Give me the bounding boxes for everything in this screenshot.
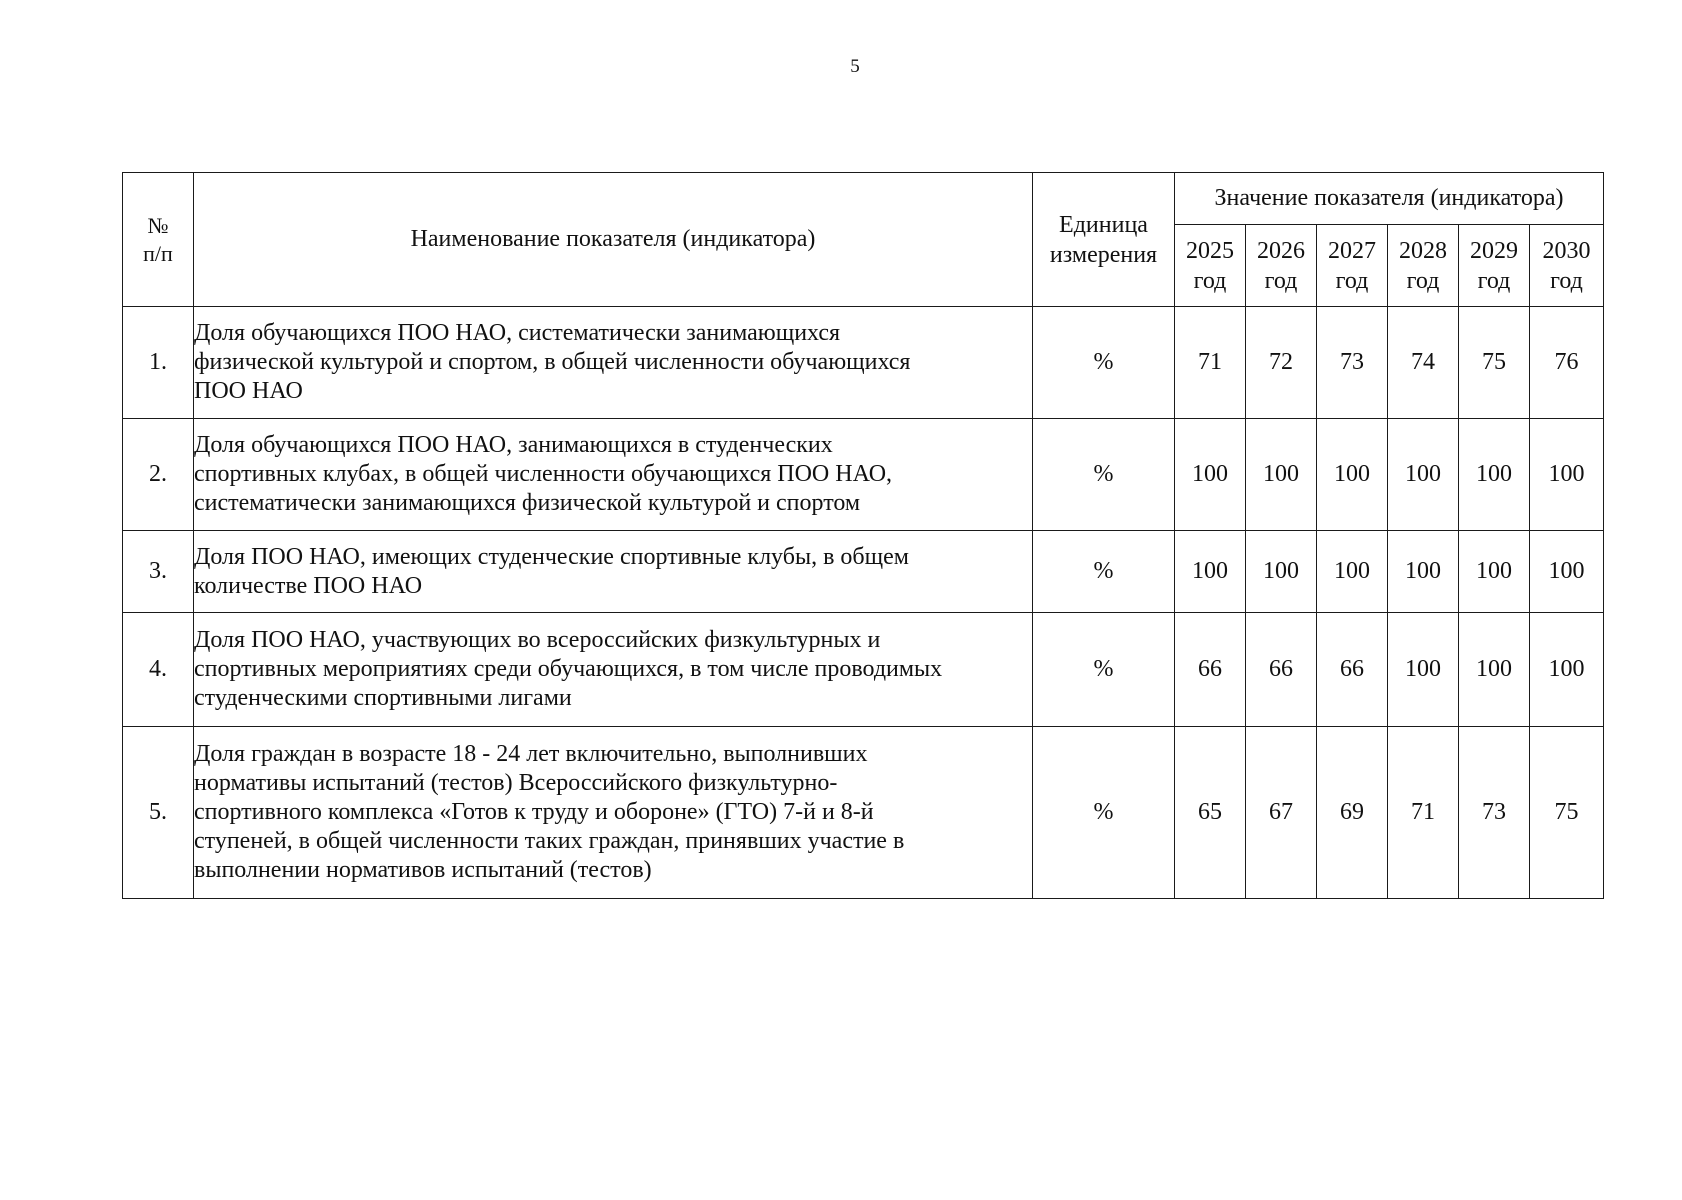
value-cell: 71: [1175, 307, 1246, 419]
header-year-number: 2027: [1328, 237, 1376, 264]
unit-cell: %: [1033, 307, 1175, 419]
value-cell: 100: [1175, 531, 1246, 613]
value-cell: 100: [1388, 531, 1459, 613]
row-number: 3.: [123, 531, 194, 613]
indicator-name: [194, 419, 1033, 531]
value-cell: 100: [1317, 531, 1388, 613]
indicators-table: [122, 172, 1604, 899]
indicator-name-line: физической культурой и спортом, в общей численности обучающихся: [194, 349, 911, 375]
header-year-suffix: год: [1477, 267, 1511, 294]
header-number-symbol: №: [147, 212, 169, 238]
row-number: 1.: [123, 307, 194, 419]
value-cell: 66: [1246, 613, 1317, 727]
table-header-row: [123, 173, 1604, 225]
page-number: 5: [850, 56, 860, 77]
table-row: [123, 307, 1604, 419]
value-cell: 69: [1317, 727, 1388, 899]
header-year-number: 2028: [1399, 237, 1447, 264]
table-row: [123, 531, 1604, 613]
table-row: [123, 727, 1604, 899]
indicator-name-line: спортивного комплекса «Готов к труду и обороне» (ГТО) 7-й и 8-й: [194, 799, 874, 825]
indicator-name-line: количестве ПОО НАО: [194, 572, 423, 599]
value-cell: 66: [1175, 613, 1246, 727]
indicator-name-line: спортивных мероприятиях среди обучающихся, в том числе проводимых: [194, 656, 943, 682]
value-cell: 100: [1530, 613, 1604, 727]
row-number: 2.: [123, 419, 194, 531]
indicator-name-line: Доля обучающихся ПОО НАО, занимающихся в студенческих: [194, 432, 833, 458]
value-cell: 100: [1246, 419, 1317, 531]
table-row: [123, 419, 1604, 531]
header-year-suffix: год: [1335, 267, 1369, 294]
header-year-number: 2026: [1257, 237, 1305, 264]
indicator-name-line: ПОО НАО: [194, 378, 303, 404]
header-year: [1175, 225, 1246, 307]
header-year-number: 2025: [1186, 237, 1234, 264]
indicator-name: [194, 727, 1033, 899]
value-cell: 73: [1459, 727, 1530, 899]
indicator-name-line: систематически занимающихся физической культурой и спортом: [194, 490, 861, 516]
indicator-name-line: Доля ПОО НАО, участвующих во всероссийских физкультурных и: [194, 627, 881, 653]
value-cell: 76: [1530, 307, 1604, 419]
indicator-name-line: ступеней, в общей численности таких граждан, принявших участие в: [194, 828, 905, 854]
header-unit: [1033, 173, 1175, 307]
value-cell: 74: [1388, 307, 1459, 419]
value-cell: 100: [1459, 419, 1530, 531]
value-cell: 100: [1459, 531, 1530, 613]
indicator-name-line: Доля обучающихся ПОО НАО, систематически занимающихся: [194, 320, 841, 346]
header-year: [1459, 225, 1530, 307]
header-year-suffix: год: [1550, 267, 1583, 294]
header-year: [1246, 225, 1317, 307]
indicator-name-line: выполнении нормативов испытаний (тестов): [194, 857, 652, 883]
value-cell: 71: [1388, 727, 1459, 899]
header-indicator-value: Значение показателя (индикатора): [1175, 173, 1604, 225]
header-unit-line2: измерения: [1049, 241, 1158, 268]
value-cell: 67: [1246, 727, 1317, 899]
value-cell: 72: [1246, 307, 1317, 419]
header-number: [123, 173, 194, 307]
header-year: [1317, 225, 1388, 307]
header-year-suffix: год: [1264, 267, 1298, 294]
unit-cell: %: [1033, 419, 1175, 531]
row-number: 4.: [123, 613, 194, 727]
indicator-name-line: Доля ПОО НАО, имеющих студенческие спортивные клубы, в общем: [194, 543, 909, 570]
value-cell: 100: [1388, 419, 1459, 531]
unit-cell: %: [1033, 727, 1175, 899]
indicator-name-line: Доля граждан в возрасте 18 - 24 лет включительно, выполнивших: [194, 741, 868, 767]
value-cell: 100: [1388, 613, 1459, 727]
value-cell: 66: [1317, 613, 1388, 727]
value-cell: 100: [1459, 613, 1530, 727]
unit-cell: %: [1033, 531, 1175, 613]
value-cell: 73: [1317, 307, 1388, 419]
header-year-number: 2029: [1470, 237, 1518, 264]
value-cell: 75: [1459, 307, 1530, 419]
value-cell: 100: [1175, 419, 1246, 531]
indicator-name-line: нормативы испытаний (тестов) Всероссийского физкультурно-: [194, 770, 838, 796]
value-cell: 100: [1530, 419, 1604, 531]
header-indicator-name: Наименование показателя (индикатора): [194, 173, 1033, 307]
row-number: 5.: [123, 727, 194, 899]
unit-cell: %: [1033, 613, 1175, 727]
header-year-suffix: год: [1193, 267, 1227, 294]
indicator-name-line: студенческими спортивными лигами: [194, 685, 572, 711]
value-cell: 75: [1530, 727, 1604, 899]
header-year: [1530, 225, 1604, 307]
indicator-name: [194, 307, 1033, 419]
header-unit-line1: Единица: [1059, 211, 1148, 238]
header-year-suffix: год: [1406, 267, 1440, 294]
indicator-name: [194, 531, 1033, 613]
header-number-label: п/п: [143, 240, 173, 266]
header-year-number: 2030: [1542, 237, 1591, 264]
indicator-name-line: спортивных клубах, в общей численности обучающихся ПОО НАО,: [194, 461, 893, 487]
table-row: [123, 613, 1604, 727]
header-year: [1388, 225, 1459, 307]
value-cell: 100: [1530, 531, 1604, 613]
value-cell: 100: [1246, 531, 1317, 613]
value-cell: 65: [1175, 727, 1246, 899]
indicator-name: [194, 613, 1033, 727]
value-cell: 100: [1317, 419, 1388, 531]
